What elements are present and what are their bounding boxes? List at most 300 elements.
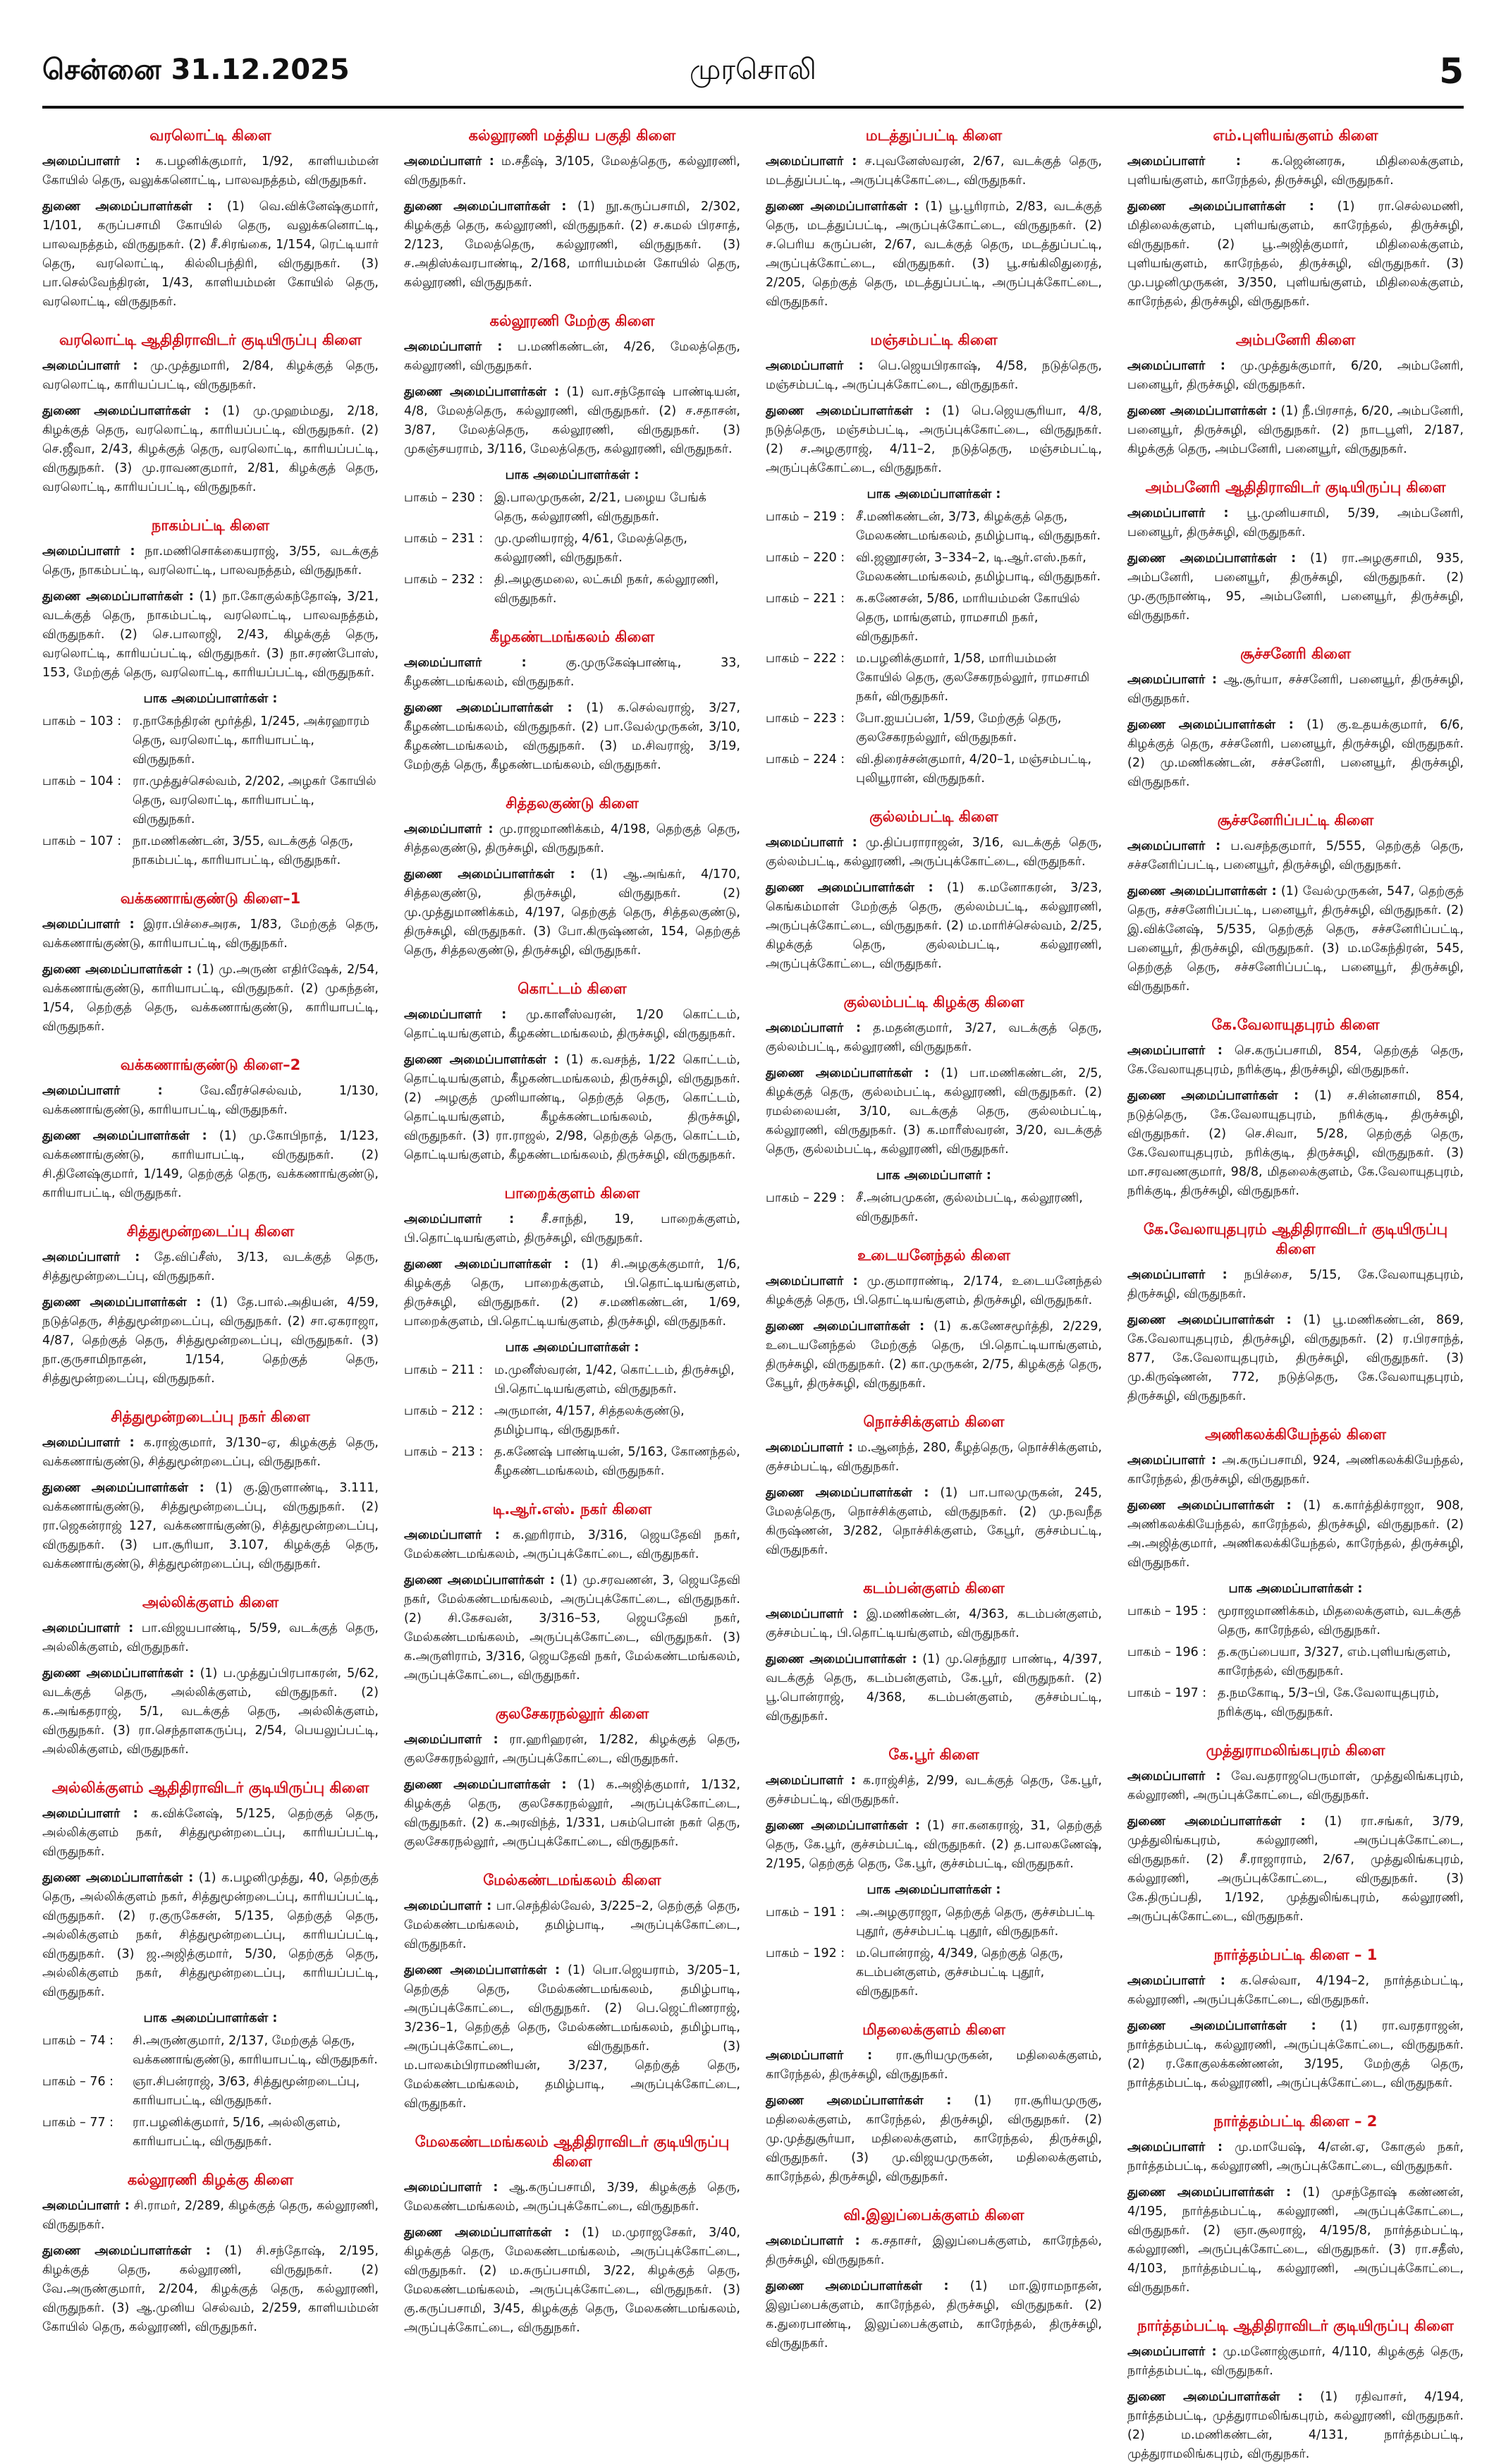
booth-number: பாகம் – 219 : — [766, 510, 845, 524]
organizer-entry — [404, 1006, 740, 1044]
role-label: துணை அமைப்பாளர்கள் : — [766, 404, 931, 418]
branch-section — [42, 2170, 379, 2337]
person-details: (1) ம.முராஜசேகர், 3/40, கிழக்குத் தெரு, மேலகண்டமங்கலம், அருப்புக்கோட்டை, விருதுநகர். (2) ம.சுருப்பசாமி, 3/22, கிழக்குத் தெரு, மேலகண்டமங்கலம், அருப்புக்கோட்டை, விருதுநகர். (3) கு.கருப்பசாமி, 3/45, கிழக்குத் தெரு, மேலகண்டமங்கலம், அருப்புக்கோட்டை, விருதுநகர். — [404, 2226, 740, 2335]
booth-number: பாகம் – 230 : — [404, 491, 484, 505]
deputy-organizers-entry — [404, 1776, 740, 1852]
role-label: துணை அமைப்பாளர்கள் : — [42, 1481, 204, 1495]
branch-title: நாகம்பட்டி கிளை — [151, 517, 270, 534]
role-label: துணை அமைப்பாளர்கள் : — [766, 1652, 917, 1666]
branch-title: முத்துராமலிங்கபுரம் கிளை — [1206, 1742, 1385, 1759]
booth-organizers-heading: பாக அமைப்பாளர்கள் : — [867, 487, 1001, 501]
person-details: (1) சி.அழகுக்குமார், 1/6, கிழக்குத் தெரு, பாறைக்குளம், பி.தொட்டியங்குளம், திருச்சுழி, விருதுநகர். (2) ச.மணிகண்டன், 1/69, பாறைக்குளம், பி.தொட்டியங்குளம், திருச்சுழி, விருதுநகர். — [404, 1257, 740, 1329]
deputy-organizers-entry — [404, 865, 740, 960]
booth-organizer-details: இ.பாலமுருகன், 2/21, பழைய பேங்க் தெரு, கல்லூரணி, விருதுநகர். — [494, 491, 706, 524]
booth-organizer-details: மூராஜமாணிக்கம், மிதலைக்குளம், வடக்குத் தெரு, காரேந்தல், விருதுநகர். — [1218, 1604, 1462, 1637]
booth-number: பாகம் – 229 : — [766, 1191, 845, 1205]
person-details: ரா.சூரியமுருகன், மதிலைக்குளம், காரேந்தல், திருச்சுழி, விருதுநகர். — [766, 2049, 1102, 2082]
person-details: (1) பூ.பூரிராம், 2/83, வடக்குத் தெரு, மடத்துப்பட்டி, அருப்புக்கோட்டை, விருதுநகர். (2) ச.பெரிய கருப்பன், 2/67, வடக்குத் தெரு, மடத்துப்பட்டி, அருப்புக்கோட்டை, விருதுநகர். (3) பூ.சங்கிலிதுரைத், 2/205, தெற்குத் தெரு, மடத்துப்பட்டி, அருப்புக்கோட்டை, விருதுநகர். — [766, 200, 1102, 309]
role-label: அமைப்பாளர் : — [1127, 506, 1229, 520]
role-label: துணை அமைப்பாளர்கள் : — [1127, 551, 1297, 566]
organizer-entry — [1127, 2138, 1464, 2176]
role-label: துணை அமைப்பாளர்கள் : — [766, 1819, 920, 1833]
deputy-organizers-entry — [404, 197, 740, 293]
deputy-organizers-entry — [42, 1293, 379, 1389]
person-details: க.ராஜ்குமார், 3/130–ஏ, கிழக்குத் தெரு, வக்கணாங்குண்டு, சித்துமூன்றடைப்பு, விருதுநகர். — [42, 1436, 379, 1469]
person-details: க.சதாசர், இலுப்பைக்குளம், காரேந்தல், திருச்சுழி, விருதுநகர். — [766, 2234, 1102, 2267]
person-details: கு.முருகேஷ்பாண்டி, 33, கீழகண்டமங்கலம், விருதுநகர். — [404, 656, 740, 689]
branch-section — [1127, 1219, 1464, 1406]
person-details: (1) ரா.அழகுசாமி, 935, அம்பனேரி, பனையூர், திருச்சுழி, விருதுநகர். (2) மு.குருநாண்டி, 95, அம்பனேரி, பனையூர், திருச்சுழி, விருதுநகர். — [1127, 551, 1464, 623]
branch-section — [404, 979, 740, 1165]
booth-entry — [42, 2032, 379, 2070]
branch-section — [1127, 810, 1464, 996]
person-details: (1) தே.பால்.அதியன், 4/59, நடுத்தெரு, சித்துமூன்றடைப்பு, விருதுநகர். (2) சா.ஏகராஜா, 4/87, தெற்குத் தெரு, சித்துமூன்றடைப்பு, விருதுநகர். (3) நா.குருசாமிநாதன், 1/154, தெற்குத் தெரு, சித்துமூன்றடைப்பு, விருதுநகர். — [42, 1295, 379, 1386]
header-rule — [42, 106, 1464, 109]
paper-name: முரசொலி — [690, 53, 816, 86]
booth-entry — [42, 832, 379, 870]
booth-entry — [766, 508, 1102, 546]
booth-entry — [42, 2073, 379, 2111]
person-details: சீ.சாந்தி, 19, பாறைக்குளம், பி.தொட்டியங்குளம், திருச்சுழி, விருதுநகர். — [404, 1212, 740, 1245]
person-details: க.ஜென்னரசு, மிதிலைக்குளம், புளியங்குளம், காரேந்தல், திருச்சுழி, விருதுநகர். — [1127, 154, 1464, 188]
deputy-organizers-entry — [404, 1051, 740, 1165]
role-label: அமைப்பாளர் : — [766, 1441, 853, 1455]
organizer-entry — [404, 1210, 740, 1248]
deputy-organizers-entry — [42, 587, 379, 683]
branch-section — [404, 1499, 740, 1685]
person-details: பெ.ஜெயபிரகாஷ், 4/58, நடுத்தெரு, மஞ்சம்பட்டி, அருப்புக்கோட்டை, விருதுநகர். — [766, 359, 1102, 392]
person-details: (1) க.மனோகரன், 3/23, கெங்கம்மாள் மேற்குத் தெரு, குல்லம்பட்டி, கல்லூரணி, அருப்புக்கோட்டை, விருதுநகர். (2) ம.மாரிச்செல்வம், 2/25, கிழக்குத் தெரு, குல்லம்பட்டி, கல்லூரணி, அருப்புக்கோட்டை, விருதுநகர். — [766, 881, 1102, 971]
columns-area — [42, 121, 1464, 2461]
person-details: ம.சதீஷ், 3/105, மேலத்தெரு, கல்லூரணி, விருதுநகர். — [404, 154, 740, 188]
booth-organizers-heading: பாக அமைப்பாளர்கள் : — [1228, 1582, 1363, 1596]
deputy-organizers-entry — [766, 1817, 1102, 1874]
deputy-organizers-entry — [1127, 197, 1464, 312]
branch-section — [766, 1578, 1102, 1726]
role-label: துணை அமைப்பாளர்கள் : — [42, 404, 209, 418]
booth-number: பாகம் – 231 : — [404, 532, 484, 546]
branch-section — [42, 1407, 379, 1574]
booth-entry — [766, 590, 1102, 647]
role-label: அமைப்பாளர் : — [1127, 839, 1221, 853]
person-details: இ.மணிகண்டன், 4/363, கடம்பன்குளம், குச்சம்பட்டி, பி.தொட்டியங்குளம், விருதுநகர். — [766, 1607, 1102, 1640]
person-details: (1) ரா.செல்லமணி, மிதிலைக்குளம், புளியங்குளம், காரேந்தல், திருச்சுழி, விருதுநகர். (2) பூ.அஜித்குமார், மிதிலைக்குளம், புளியங்குளம், காரேந்தல், திருச்சுழி, விருதுநகர். (3) மு.பழனிமுருகன், 3/350, புளியங்குளம், மிதிலைக்குளம், காரேந்தல், திருச்சுழி, விருதுநகர். — [1127, 200, 1464, 309]
role-label: அமைப்பாளர் : — [42, 1436, 135, 1450]
person-details: ப.வசந்தகுமார், 5/555, தெற்குத் தெரு, சச்சனேரிப்பட்டி, பனையூர், திருச்சுழி, விருதுநகர். — [1127, 839, 1464, 872]
branch-section — [1127, 330, 1464, 459]
role-label: துணை அமைப்பாளர்கள் : — [42, 1129, 207, 1143]
person-details: ப.மணிகண்டன், 4/26, மேலத்தெரு, கல்லூரணி, விருதுநகர். — [404, 340, 740, 373]
booth-organizer-details: நா.மணிகண்டன், 3/55, வடக்குத் தெரு, நாகம்பட்டி, காரியாபட்டி, விருதுநகர். — [133, 834, 354, 867]
branch-title: கீழகண்டமங்கலம் கிளை — [489, 628, 655, 645]
organizer-entry — [766, 357, 1102, 395]
person-details: (1) ரா.வரதராஜன், நார்த்தம்பட்டி, கல்லூரணி, அருப்புக்கோட்டை, விருதுநகர். (2) ர.கோகுலக்கண்ணன், 3/195, மேற்குத் தெரு, நார்த்தம்பட்டி, கல்லூரணி, அருப்புக்கோட்டை, விருதுநகர். — [1127, 2019, 1464, 2090]
branch-section — [1127, 1015, 1464, 1201]
booth-entry — [42, 2114, 379, 2152]
role-label: அமைப்பாளர் : — [42, 359, 138, 373]
role-label: அமைப்பாளர் : — [42, 1084, 163, 1098]
booth-entry — [766, 1944, 1102, 2001]
branch-section — [404, 1870, 740, 2114]
role-label: துணை அமைப்பாளர்கள் : — [42, 200, 213, 214]
branch-title: சித்துமூன்றடைப்பு கிளை — [126, 1223, 295, 1240]
deputy-organizers-entry — [1127, 1311, 1464, 1406]
branch-section — [766, 1412, 1102, 1560]
person-details: க.செல்வா, 4/194–2, நார்த்தம்பட்டி, கல்லூரணி, அருப்புக்கோட்டை, விருதுநகர். — [1127, 1974, 1464, 2007]
booth-organizers-heading: பாக அமைப்பாளர் : — [876, 1169, 991, 1183]
person-details: ஆ.சூர்யா, சச்சனேரி, பனையூர், திருச்சுழி, விருதுநகர். — [1127, 673, 1464, 706]
organizer-entry — [766, 1605, 1102, 1643]
booth-number: பாகம் – 212 : — [404, 1404, 484, 1418]
person-details: (1) க.செல்வராஜ், 3/27, கீழகண்டமங்கலம், விருதுநகர். (2) பா.வேல்முருகன், 3/10, கீழகண்டமங்கலம், விருதுநகர். (3) ம.சிவராஜ், 3/19, மேற்குத் தெரு, கீழகண்டமங்கலம், விருதுநகர். — [404, 701, 740, 772]
booth-number: பாகம் – 223 : — [766, 712, 845, 726]
organizer-entry — [404, 152, 740, 190]
booth-organizer-details: சீ.அன்பமுகன், குல்லம்பட்டி, கல்லூரணி, விருதுநகர். — [856, 1191, 1083, 1224]
booth-entry — [766, 750, 1102, 788]
role-label: அமைப்பாளர் : — [766, 1021, 861, 1035]
deputy-organizers-entry — [42, 1664, 379, 1759]
organizer-entry — [42, 915, 379, 953]
branch-title: மஞ்சம்பட்டி கிளை — [870, 331, 998, 348]
role-label: துணை அமைப்பாளர்கள் : — [42, 1295, 202, 1310]
organizer-entry — [766, 1272, 1102, 1310]
role-label: துணை அமைப்பாளர்கள் : — [404, 1778, 567, 1792]
branch-section — [42, 1778, 379, 2152]
role-label: துணை அமைப்பாளர்கள் : — [1127, 200, 1314, 214]
page-number: 5 — [1439, 51, 1464, 92]
branch-section — [404, 1183, 740, 1481]
role-label: அமைப்பாளர் : — [404, 2181, 498, 2195]
role-label: அமைப்பாளர் : — [404, 1008, 507, 1022]
branch-section — [766, 807, 1102, 974]
booth-entry — [766, 1189, 1102, 1227]
role-label: அமைப்பாளர் : — [766, 1274, 858, 1288]
branch-section — [766, 992, 1102, 1227]
branch-section — [1127, 126, 1464, 312]
booth-organizer-details: ம.பொன்ராஜ், 4/349, தெற்குத் தெரு, கடம்பன்குளம், குச்சம்பட்டி புதூர், விருதுநகர். — [856, 1946, 1064, 1999]
person-details: மு.மனோஜ்குமார், 4/110, கிழக்குத் தெரு, நார்த்தம்பட்டி, விருதுநகர். — [1127, 2345, 1464, 2378]
person-details: (1) கு.இருளாண்டி, 3.111, வக்கணாங்குண்டு, சித்துமூன்றடைப்பு, விருதுநகர். (2) ரா.ஜெகன்ராஜ் 127, வக்கணாங்குண்டு, சித்துமூன்றடைப்பு, விருதுநகர். (3) பா.சூரியா, 3.107, கிழக்குத் தெரு, வக்கணாங்குண்டு, சித்துமூன்றடைப்பு, விருதுநகர். — [42, 1481, 379, 1571]
role-label: அமைப்பாளர் : — [42, 917, 135, 932]
role-label: அமைப்பாளர் : — [404, 1528, 500, 1542]
branch-title: எம்.புளியங்குளம் கிளை — [1213, 127, 1378, 144]
branch-title: சித்தலகுண்டு கிளை — [506, 795, 639, 812]
role-label: துணை அமைப்பாளர்கள் : — [1127, 1089, 1299, 1103]
organizer-entry — [1127, 1767, 1464, 1805]
person-details: (1) நூ.கருப்பசாமி, 2/302, கிழக்குத் தெரு, கல்லூரணி, விருதுநகர். (2) ச.கமல் பிரசாத், 2/123, மேலத்தெரு, கல்லூரணி, விருதுநகர். (3) ச.அதிஸ்க்வரபாண்டி, 2/168, மாரியம்மன் கோயில் தெரு, கல்லூரணி, விருதுநகர். — [404, 200, 740, 290]
branch-title: சித்துமூன்றடைப்பு நகர் கிளை — [111, 1408, 310, 1425]
branch-title: கடம்பன்குளம் கிளை — [863, 1580, 1005, 1597]
person-details: ம.ஆனந்த், 280, கீழத்தெரு, நொச்சிக்குளம், குச்சம்பட்டி, விருதுநகர். — [766, 1441, 1102, 1474]
role-label: அமைப்பாளர் : — [1127, 1453, 1217, 1468]
role-label: துணை அமைப்பாளர்கள் : — [42, 2244, 211, 2258]
branch-title: அம்பனேரி ஆதிதிராவிடர் குடியிருப்பு கிளை — [1145, 479, 1446, 496]
organizer-entry — [766, 1771, 1102, 1810]
booth-entry — [766, 649, 1102, 707]
person-details: (1) மு.முஹம்மது, 2/18, கிழக்குத் தெரு, வரலொட்டி, காரியப்பட்டி, விருதுநகர். (2) செ.ஜீவா, 2/43, கிழக்குத் தெரு, வரலொட்டி, காரியப்பட்டி, விருதுநகர். (3) மு.ராவணகுமார், 2/81, கிழக்குத் தெரு, வரலொட்டி, காரியப்பட்டி, விருதுநகர். — [42, 404, 379, 494]
booth-entry — [404, 1443, 740, 1481]
booth-organizers-heading: பாக அமைப்பாளர்கள் : — [505, 1341, 639, 1355]
person-details: மு.காளீஸ்வரன், 1/20 கொட்டம், தொட்டியங்குளம், கீழகண்டமங்கலம், திருச்சுழி, விருதுநகர். — [404, 1008, 740, 1041]
organizer-entry — [1127, 504, 1464, 542]
branch-section — [766, 2205, 1102, 2353]
role-label: துணை அமைப்பாளர்கள் : — [1127, 2185, 1291, 2200]
organizer-entry — [42, 152, 379, 190]
role-label: துணை அமைப்பாளர்கள் : — [1127, 718, 1294, 732]
person-details: பூ.முனியசாமி, 5/39, அம்பனேரி, பனையூர், திருச்சுழி, விருதுநகர். — [1127, 506, 1464, 539]
deputy-organizers-entry — [42, 402, 379, 497]
role-label: துணை அமைப்பாளர்கள் : — [766, 2094, 952, 2108]
branch-title: நார்த்தம்பட்டி கிளை – 1 — [1213, 1946, 1378, 1963]
deputy-organizers-entry — [42, 1869, 379, 2002]
organizer-entry — [1127, 2343, 1464, 2381]
role-label: அமைப்பாளர் : — [766, 359, 864, 373]
deputy-organizers-entry — [766, 2092, 1102, 2187]
booth-organizer-details: வி.ஜனூசரன், 3–334–2, டி.ஆர்.எஸ்.நகர், மேலகண்டமங்கலம், தமிழ்பாடி, விருதுநகர். — [856, 551, 1101, 584]
organizer-entry — [1127, 1042, 1464, 1080]
organizer-entry — [42, 1805, 379, 1862]
person-details: மு.முத்துக்குமார், 6/20, அம்பனேரி, பனையூர், திருச்சுழி, விருதுநகர். — [1127, 359, 1464, 392]
organizer-entry — [42, 1619, 379, 1657]
organizer-entry — [766, 2047, 1102, 2085]
branch-section — [404, 126, 740, 293]
branch-title: உடையனேந்தல் கிளை — [857, 1247, 1010, 1264]
branch-section — [42, 330, 379, 497]
role-label: அமைப்பாளர் : — [1127, 1974, 1225, 1988]
branch-section — [1127, 644, 1464, 792]
booth-entry — [42, 712, 379, 769]
deputy-organizers-entry — [404, 2224, 740, 2338]
role-label: அமைப்பாளர் : — [1127, 673, 1217, 687]
role-label: துணை அமைப்பாளர்கள் : — [404, 2226, 570, 2240]
person-details: (1) வெ.விக்னேஷ்குமார், 1/101, கருப்பசாமி கோயில் தெரு, வலுக்கனொட்டி, பாலவநத்தம், விருதுநகர். (2) சீ.சிரங்கை, 1/154, ரெட்டியார் தெரு, வரலொட்டி, கில்லிபந்திரி, விருதுநகர். (3) பா.செல்வேந்திரன், 1/43, காளியம்மன் கோயில் தெரு, வரலொட்டி, விருதுநகர். — [42, 200, 379, 309]
person-details: (1) க.பழனிமுத்து, 40, தெற்குத் தெரு, அல்லிக்குளம் நகர், சித்துமூன்றடைப்பு, காரியப்பட்டி, விருதுநகர். (2) ர.குருகேசன், 5/135, தெற்குத் தெரு, அல்லிக்குளம் நகர், சித்துமூன்றடைப்பு, காரியப்பட்டி, விருதுநகர். (3) ஜ.அஜித்குமார், 5/30, தெற்குத் தெரு, அல்லிக்குளம் நகர், சித்துமூன்றடைப்பு, காரியப்பட்டி, விருதுநகர். — [42, 1871, 379, 1999]
deputy-organizers-entry — [42, 1127, 379, 1203]
organizer-entry — [42, 2197, 379, 2235]
deputy-organizers-entry — [766, 2277, 1102, 2353]
person-details: (1) வா.சந்தோஷ் பாண்டியன், 4/8, மேலத்தெரு, கல்லூரணி, விருதுநகர். (2) ச.சதாசன், 3/87, மேலத்தெரு, கல்லூரணி, விருதுநகர். (3) முகஞ்சயராம், 3/116, மேலத்தெரு, கல்லூரணி, விருதுநகர். — [404, 385, 740, 456]
deputy-organizers-entry — [1127, 1087, 1464, 1201]
role-label: துணை அமைப்பாளர்கள் : — [1127, 1313, 1292, 1327]
deputy-organizers-entry — [1127, 549, 1464, 626]
person-details: (1) நீ.பிரசாத், 6/20, அம்பனேரி, பனையூர், திருச்சுழி, விருதுநகர். (2) நாடபூளி, 2/187, கிழக்குத் தெரு, அம்பனேரி, பனையூர், விருதுநகர். — [1127, 404, 1464, 456]
booth-entry — [766, 709, 1102, 748]
branch-title: மடத்துப்பட்டி கிளை — [865, 127, 1003, 144]
branch-section — [42, 516, 379, 870]
booth-number: பாகம் – 211 : — [404, 1363, 484, 1377]
role-label: துணை அமைப்பாளர்கள் : — [42, 1871, 194, 1885]
booth-organizer-details: த.கணேஷ் பாண்டியன், 5/163, கோணந்தல், கீழகண்டமங்கலம், விருதுநகர். — [494, 1445, 740, 1478]
role-label: துணை அமைப்பாளர்கள் : — [766, 200, 919, 214]
person-details: (1) சி.சந்தோஷ், 2/195, கிழக்குத் தெரு, கல்லூரணி, விருதுநகர். (2) வே.அருண்குமார், 2/204, கிழக்குத் தெரு, கல்லூரணி, விருதுநகர். (3) ஆ.முனிய செல்வம், 2/259, காளியம்மன் கோயில் தெரு, கல்லூரணி, விருதுநகர். — [42, 2244, 379, 2334]
role-label: அமைப்பாளர் : — [1127, 1769, 1221, 1783]
booth-organizer-details: ரா.முத்துச்செல்வம், 2/202, அழகர் கோயில் தெரு, வரலொட்டி, காரியாபட்டி, விருதுநகர். — [133, 774, 376, 827]
person-details: (1) மா.இராமநாதன், இலுப்பைக்குளம், காரேந்தல், திருச்சுழி, விருதுநகர். (2) க.துரைபாண்டி, இலுப்பைக்குளம், காரேந்தல், திருச்சுழி, விருதுநகர். — [766, 2279, 1102, 2350]
deputy-organizers-entry — [42, 960, 379, 1037]
organizer-entry — [766, 834, 1102, 872]
organizer-entry — [404, 1731, 740, 1769]
booth-number: பாகம் – 74 : — [42, 2034, 114, 2048]
organizer-entry — [1127, 1451, 1464, 1489]
person-details: ஆ.கருப்பசாமி, 3/39, கிழக்குத் தெரு, மேலகண்டமங்கலம், அருப்புக்கோட்டை, விருதுநகர். — [404, 2181, 740, 2214]
person-details: (1) மு.செந்தூர பாண்டி, 4/397, வடக்குத் தெரு, கடம்பன்குளம், கே.பூர், விருதுநகர். (2) பூ.பொன்ராஜ், 4/368, கடம்பன்குளம், குச்சம்பட்டி, விருதுநகர். — [766, 1652, 1102, 1724]
column-3 — [766, 121, 1102, 2350]
booth-organizer-details: ரா.பழனிக்குமார், 5/16, அல்லிகுளம், காரியாபட்டி, விருதுநகர். — [133, 2116, 341, 2149]
booth-organizers-heading: பாக அமைப்பாளர்கள் : — [505, 468, 639, 482]
organizer-entry — [404, 2178, 740, 2216]
booth-number: பாகம் – 103 : — [42, 714, 122, 728]
booth-number: பாகம் – 77 : — [42, 2116, 114, 2130]
booth-number: பாகம் – 224 : — [766, 752, 845, 767]
role-label: அமைப்பாளர் : — [766, 1607, 858, 1621]
booth-number: பாகம் – 104 : — [42, 774, 122, 788]
organizer-entry — [766, 1439, 1102, 1477]
branch-title: வரலொட்டி கிளை — [149, 127, 271, 144]
role-label: அமைப்பாளர் : — [42, 1621, 134, 1635]
branch-title: கே.பூர் கிளை — [888, 1746, 979, 1763]
booth-organizer-details: மு.முனியராஜ், 4/61, மேலத்தெரு, கல்லூரணி, விருதுநகர். — [494, 532, 687, 565]
person-details: (1) க.அஜித்குமார், 1/132, கிழக்குத் தெரு, குலசேகரநல்லூர், அருப்புக்கோட்டை, விருதுநகர். (2) க.அரவிந்த், 1/331, பசும்பொன் நகர் தெரு, குலசேகரநல்லூர், அருப்புக்கோட்டை, விருதுநகர். — [404, 1778, 740, 1849]
organizer-entry — [766, 152, 1102, 190]
branch-title: மேல்கண்டமங்கலம் கிளை — [483, 1872, 661, 1889]
booth-entry — [404, 1402, 740, 1440]
role-label: துணை அமைப்பாளர்கள் : — [1127, 1499, 1292, 1513]
person-details: நா.மணிசொக்கையராஜ், 3/55, வடக்குத் தெரு, நாகம்பட்டி, வரலொட்டி, பாலவநத்தம், விருதுநகர். — [42, 544, 379, 578]
booth-organizer-details: த.கருப்பையா, 3/327, எம்.புளியங்குளம், காரேந்தல், விருதுநகர். — [1218, 1645, 1451, 1678]
person-details: (1) வேல்முருகன், 547, தெற்குத் தெரு, சச்சனேரிப்பட்டி, பனையூர், திருச்சுழி, விருதுநகர். (2) இ.விக்னேஷ், 5/535, தெற்குத் தெரு, சச்சனேரிப்பட்டி, பனையூர், திருச்சுழி, விருதுநகர். (3) ம.மகேந்திரன், 545, தெற்குத் தெரு, சச்சனேரிப்பட்டி, பனையூர், திருச்சுழி, விருதுநகர். — [1127, 884, 1464, 994]
deputy-organizers-entry — [1127, 402, 1464, 459]
deputy-organizers-entry — [766, 1484, 1102, 1560]
branch-section — [1127, 2111, 1464, 2298]
role-label: அமைப்பாளர் : — [404, 656, 527, 670]
person-details: மு.முத்துமாரி, 2/84, கிழக்குத் தெரு, வரலொட்டி, காரியப்பட்டி, விருதுநகர். — [42, 359, 379, 392]
person-details: (1) க.வசந்த், 1/22 கொட்டம், தொட்டியங்குளம், கீழகண்டமங்கலம், திருச்சுழி, விருதுநகர். (2) அழகுத் முனியாண்டி, தெற்குத் தெரு, கொட்டம், தொட்டியங்குளம், கீழக்கண்டமங்கலம், திருச்சுழி, விருதுநகர். (3) ரா.ராஜல், 2/98, தெற்குத் தெரு, கொட்டம், தொட்டியங்குளம், கீழகண்டமங்கலம், திருச்சுழி, விருதுநகர். — [404, 1053, 740, 1162]
branch-title: நார்த்தம்பட்டி ஆதிதிராவிடர் குடியிருப்பு கிளை — [1137, 2317, 1454, 2334]
person-details: மு.மாயேஷ், 4/என்.ஏ, கோகுல் நகர், நார்த்தம்பட்டி, கல்லூரணி, அருப்புக்கோட்டை, விருதுநகர். — [1127, 2140, 1464, 2173]
person-details: (1) க.கார்த்திக்ராஜா, 908, அணிகலக்கியேந்தல், காரேந்தல், திருச்சுழி, விருதுநகர். (2) அ.அஜித்குமார், அணிகலக்கியேந்தல், காரேந்தல், திருச்சுழி, விருதுநகர். — [1127, 1499, 1464, 1570]
role-label: துணை அமைப்பாளர்கள் : — [766, 2279, 949, 2293]
deputy-organizers-entry — [766, 1064, 1102, 1159]
organizer-entry — [404, 820, 740, 858]
deputy-organizers-entry — [42, 197, 379, 312]
branch-title: மிதலைக்குளம் கிளை — [862, 2021, 1005, 2038]
role-label: அமைப்பாளர் : — [42, 544, 135, 559]
branch-title: அல்லிக்குளம் கிளை — [142, 1594, 279, 1611]
branch-section — [1127, 477, 1464, 626]
branch-section — [766, 1745, 1102, 2001]
role-label: துணை அமைப்பாளர்கள் : — [1127, 2019, 1316, 2033]
role-label: துணை அமைப்பாளர்கள் : — [404, 867, 575, 882]
role-label: அமைப்பாளர் : — [42, 2199, 130, 2213]
branch-section — [766, 1245, 1102, 1393]
booth-organizers-heading: பாக அமைப்பாளர்கள் : — [143, 2011, 278, 2025]
role-label: துணை அமைப்பாளர்கள் : — [766, 881, 933, 895]
booth-entry — [404, 489, 740, 527]
booth-entry — [1127, 1643, 1464, 1681]
deputy-organizers-entry — [1127, 1496, 1464, 1573]
branch-title: குலசேகரநல்லூர் கிளை — [495, 1705, 649, 1722]
booth-organizer-details: போ.ஐயப்பன், 1/59, மேற்குத் தெரு, குலசேகரநல்லூர், விருதுநகர். — [856, 712, 1062, 745]
booth-number: பாகம் – 191 : — [766, 1905, 845, 1920]
branch-title: கே.வேலாயுதபுரம் ஆதிதிராவிடர் குடியிருப்பு கிளை — [1143, 1221, 1448, 1257]
masthead — [42, 47, 1464, 96]
person-details: தே.விப்சீஸ், 3/13, வடக்குத் தெரு, சித்துமூன்றடைப்பு, விருதுநகர். — [42, 1250, 379, 1283]
deputy-organizers-entry — [404, 383, 740, 459]
branch-title: டி.ஆர்.எஸ். நகர் கிளை — [492, 1501, 652, 1518]
person-details: (1) ச.சின்னசாமி, 854, நடுத்தெரு, கே.வேலாயுதபுரம், நரிக்குடி, திருச்சுழி, விருதுநகர். (2) செ.சிவா, 5/28, தெற்குத் தெரு, கே.வேலாயுதபுரம், நரிக்குடி, திருச்சுழி, விருதுநகர். (3) மா.சரவணகுமார், 98/8, மிதலைக்குளம், கே.வேலாயுதபுரம், நரிக்குடி, திருச்சுழி, விருதுநகர். — [1127, 1089, 1464, 1198]
person-details: மு.குமாராண்டி, 2/174, உடையனேந்தல் கிழக்குத் தெரு, பி.தொட்டியங்குளம், திருச்சுழி, விருதுநகர். — [766, 1274, 1102, 1307]
person-details: ச.புவனேஸ்வரன், 2/67, வடக்குத் தெரு, மடத்துப்பட்டி, அருப்புக்கோட்டை, விருதுநகர். — [766, 154, 1102, 188]
deputy-organizers-entry — [1127, 716, 1464, 792]
booth-number: பாகம் – 107 : — [42, 834, 122, 848]
organizer-entry — [42, 1082, 379, 1120]
branch-title: கொட்டம் கிளை — [518, 980, 627, 997]
branch-section — [766, 330, 1102, 788]
branch-title: வக்கணாங்குண்டு கிளை–2 — [120, 1056, 301, 1073]
deputy-organizers-entry — [42, 2242, 379, 2337]
person-details: க.விக்னேஷ், 5/125, தெற்குத் தெரு, அல்லிக்குளம் நகர், சித்துமூன்றடைப்பு, காரியப்பட்டி, விருதுநகர். — [42, 1807, 379, 1859]
person-details: (1) பா.பாலமுருகன், 245, மேலத்தெரு, நொச்சிக்குளம், விருதுநகர். (2) மு.நவநீத கிருஷ்ணன், 3/282, நொச்சிக்குளம், கேபூர், குச்சம்பட்டி, விருதுநகர். — [766, 1486, 1102, 1557]
person-details: சி.ராமர், 2/289, கிழக்குத் தெரு, கல்லூரணி, விருதுநகர். — [42, 2199, 379, 2232]
role-label: துணை அமைப்பாளர்கள் : — [1127, 2390, 1303, 2404]
issue-date: சென்னை 31.12.2025 — [42, 53, 350, 86]
role-label: துணை அமைப்பாளர்கள் : — [404, 200, 567, 214]
role-label: அமைப்பாளர் : — [404, 154, 494, 169]
deputy-organizers-entry — [766, 1650, 1102, 1726]
booth-number: பாகம் – 222 : — [766, 652, 845, 666]
deputy-organizers-entry — [1127, 2017, 1464, 2093]
booth-organizer-details: சீ.மணிகண்டன், 3/73, கிழக்குத் தெரு, மேலகண்டமங்கலம், தமிழ்பாடி, விருதுநகர். — [856, 510, 1101, 543]
person-details: த.மதன்குமார், 3/27, வடக்குத் தெரு, குல்லம்பட்டி, கல்லூரணி, விருதுநகர். — [766, 1021, 1102, 1054]
booth-number: பாகம் – 221 : — [766, 592, 845, 606]
role-label: அமைப்பாளர் : — [1127, 359, 1225, 373]
person-details: க.பழனிக்குமார், 1/92, காளியம்மன் கோயில் தெரு, வலுக்கனொட்டி, பாலவநத்தம், விருதுநகர். — [42, 154, 379, 188]
person-details: பா.செந்தில்வேல், 3/225–2, தெற்குத் தெரு, மேல்கண்டமங்கலம், தமிழ்பாடி, அருப்புக்கோட்டை, விருதுநகர். — [404, 1899, 740, 1951]
booth-number: பாகம் – 196 : — [1127, 1645, 1207, 1659]
person-details: (1) மு.அருண் எதிர்ஷேக், 2/54, வக்கணாங்குண்டு, காரியாபட்டி, விருதுநகர். (2) முகந்தன், 1/54, தெற்குத் தெரு, வக்கணாங்குண்டு, காரியாபட்டி, விருதுநகர். — [42, 963, 379, 1034]
deputy-organizers-entry — [1127, 2183, 1464, 2298]
role-label: துணை அமைப்பாளர்கள் : — [1127, 884, 1277, 898]
organizer-entry — [1127, 357, 1464, 395]
person-details: மு.திப்பராராஜன், 3/16, வடக்குத் தெரு, குல்லம்பட்டி, கல்லூரணி, அருப்புக்கோட்டை, விருதுநகர். — [766, 836, 1102, 869]
branch-title: சூச்சனேரிப்பட்டி கிளை — [1217, 812, 1374, 829]
deputy-organizers-entry — [1127, 2388, 1464, 2464]
person-details: அ.கருப்பசாமி, 924, அணிகலக்கியேந்தல், காரேந்தல், திருச்சுழி, விருதுநகர். — [1127, 1453, 1464, 1487]
role-label: துணை அமைப்பாளர்கள் : — [1127, 404, 1277, 418]
branch-title: நொச்சிக்குளம் கிளை — [863, 1413, 1005, 1430]
booth-entry — [404, 571, 740, 609]
deputy-organizers-entry — [404, 1255, 740, 1331]
booth-entry — [404, 530, 740, 568]
branch-title: வக்கணாங்குண்டு கிளை–1 — [120, 890, 301, 907]
role-label: துணை அமைப்பாளர்கள் : — [766, 1486, 929, 1500]
organizer-entry — [1127, 671, 1464, 709]
person-details: (1) மு.கோபிநாத், 1/123, வக்கணாங்குண்டு, காரியாபட்டி, விருதுநகர். (2) சி.தினேஷ்குமார், 1/149, தெற்குத் தெரு, வக்கணாங்குண்டு, காரியாபட்டி, விருதுநகர். — [42, 1129, 379, 1200]
role-label: அமைப்பாளர் : — [766, 154, 857, 169]
booth-number: பாகம் – 192 : — [766, 1946, 845, 1960]
role-label: அமைப்பாளர் : — [404, 340, 503, 354]
deputy-organizers-entry — [404, 699, 740, 775]
booth-organizers-heading: பாக அமைப்பாளர்கள் : — [867, 1883, 1001, 1897]
booth-organizer-details: ம.பழனிக்குமார், 1/58, மாரியம்மன் கோயில் தெரு, குலசேகரநல்லூர், ராமசாமி நகர், விருதுநகர். — [856, 652, 1090, 704]
person-details: (1) நா.கோகுல்கந்தோஷ், 3/21, வடக்குத் தெரு, நாகம்பட்டி, வரலொட்டி, பாலவநத்தம், விருதுநகர். (2) செ.பாலாஜி, 2/43, கிழக்குத் தெரு, வரலொட்டி, காரியப்பட்டி, விருதுநகர். (3) நா.சரண்போஸ், 153, மேற்குத் தெரு, வரலொட்டி, காரியப்பட்டி, விருதுநகர். — [42, 590, 379, 680]
deputy-organizers-entry — [404, 1571, 740, 1685]
role-label: துணை அமைப்பாளர்கள் : — [404, 701, 573, 715]
branch-title: கல்லூரணி மத்திய பகுதி கிளை — [468, 127, 676, 144]
booth-number: பாகம் – 195 : — [1127, 1604, 1207, 1618]
booth-organizer-details: அ.அழகுராஜா, தெற்குத் தெரு, குச்சம்பட்டி புதூர், குச்சம்பட்டி புதூர், விருதுநகர். — [856, 1905, 1095, 1939]
organizer-entry — [1127, 837, 1464, 875]
